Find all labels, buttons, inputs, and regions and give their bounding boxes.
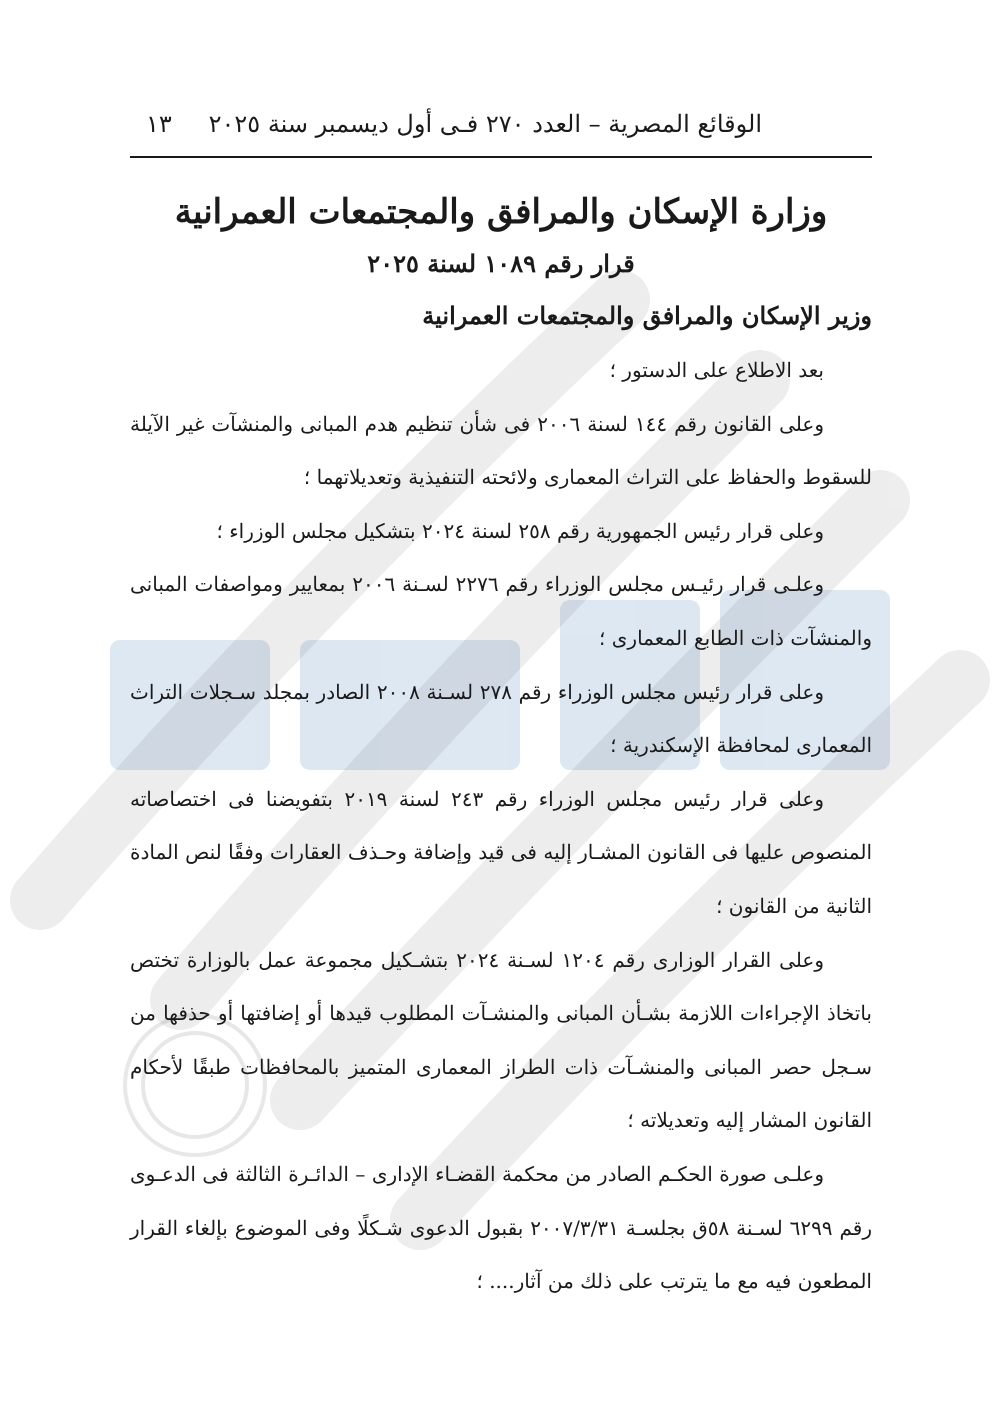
paragraph: وعلـى قرار رئيـس مجلس الوزراء رقم ٢٢٧٦ لسـنة ٢٠٠٦ بمعايير ومواصفات المبانى والمنشآت ذات الطابع المعمارى ؛ (130, 572, 872, 650)
page (130, 100, 872, 1309)
decree-title: قرار رقم ١٠٨٩ لسنة ٢٠٢٥ (367, 249, 635, 278)
running-header (130, 100, 872, 158)
ministry-title: وزارة الإسكان والمرافق والمجتمعات العمرانية (174, 192, 828, 232)
running-title: الوقائع المصرية – العدد ٢٧٠ فـى أول ديسمبر سنة ٢٠٢٥ (208, 110, 762, 138)
minister-title: وزير الإسكان والمرافق والمجتمعات العمرانية (422, 301, 872, 330)
paragraph: بعد الاطلاع على الدستور ؛ (609, 358, 824, 382)
paragraph: وعلى قرار رئيس مجلس الوزراء رقم ٢٤٣ لسنة ٢٠١٩ بتفويضنا فى اختصاصاته المنصوص عليها فى القانون المشـار إليه فى قيد وإضافة وحـذف العقارات وفقًا لنص المادة الثانية من القانون ؛ (130, 786, 872, 918)
paragraph: وعلـى صورة الحكـم الصادر من محكمة القضـاء الإدارى – الدائـرة الثالثة فى الدعـوى رقم ٦٢٩٩ لسـنة ٥٨ق بجلسـة ٢٠٠٧/٣/٣١ بقبول الدعوى شـكلًا وفى الموضوع بإلغاء القرار المطعون فيه مع ما يترتب على ذلك من آثار.... ؛ (130, 1161, 872, 1294)
paragraph: وعلى قرار رئيس الجمهورية رقم ٢٥٨ لسنة ٢٠٢٤ بتشكيل مجلس الوزراء ؛ (216, 518, 824, 543)
paragraph: وعلى القرار الوزارى رقم ١٢٠٤ لسـنة ٢٠٢٤ بتشـكيل مجموعة عمل بالوزارة تختص باتخاذ الإجراءات اللازمة بشـأن المبانى والمنشـآت المطلوب قيدها أو إضافتها أو حذفها من سـجل حصر المبانى والمنشـآت ذات الطراز المعمارى المتميز بالمحافظات طبقًا لأحكام القانون المشار إليه وتعديلاته ؛ (130, 947, 872, 1133)
page-number: ١٣ (146, 110, 172, 138)
paragraph: وعلى قرار رئيس مجلس الوزراء رقم ٢٧٨ لسـنة ٢٠٠٨ الصادر بمجلد سـجلات التراث المعمارى لمحافظة الإسكندرية ؛ (130, 679, 872, 758)
paragraph: وعلى القانون رقم ١٤٤ لسنة ٢٠٠٦ فى شأن تنظيم هدم المبانى والمنشآت غير الآيلة للسقوط والحفاظ على التراث المعمارى ولائحته التنفيذية وتعديلاتهما ؛ (130, 411, 872, 490)
decree-body (130, 344, 872, 1309)
